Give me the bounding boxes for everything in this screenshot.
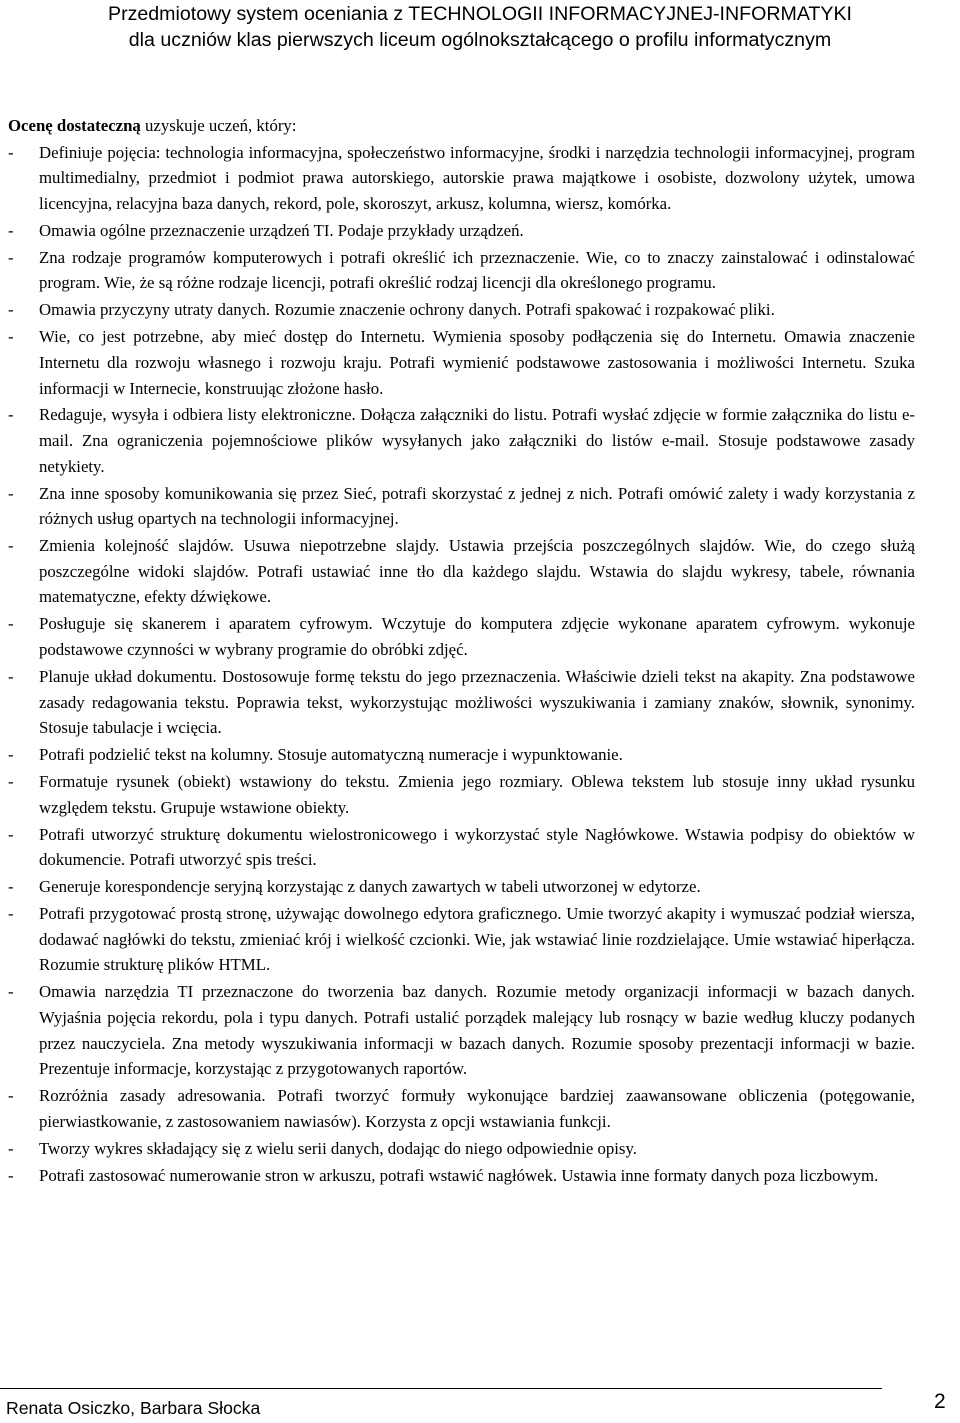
bullet-dash: - <box>8 247 14 267</box>
criteria-item <box>8 1083 915 1134</box>
bullet-dash: - <box>8 536 14 556</box>
criteria-text: Potrafi utworzyć strukturę dokumentu wielostronicowego i wykorzystać style Nagłówkowe. Wstawia podpisy do obiektów w dokumencie. Potrafi utworzyć spis treści. <box>39 824 915 870</box>
criteria-text: Zmienia kolejność slajdów. Usuwa niepotrzebne slajdy. Ustawia przejścia poszczególnych slajdów. Wie, do czego służą poszczególne widoki slajdów. Potrafi ustawiać inne tło dla każdego slajdu. Wstawia do slajdu wykresy, tabele, równania matematyczne, efekty dźwiękowe. <box>39 536 915 607</box>
bullet-dash: - <box>8 220 14 240</box>
criteria-text: Formatuje rysunek (obiekt) wstawiony do tekstu. Zmienia jego rozmiary. Oblewa tekstem lub stosuje inny układ rysunku względem tekstu. Grupuje wstawione obiekty. <box>39 772 915 817</box>
criteria-text: Zna inne sposoby komunikowania się przez Sieć, potrafi skorzystać z jednej z nich. Potrafi omówić zalety i wady korzystania z różnych usług opartych na technologii informacyjnej. <box>39 483 915 529</box>
bullet-dash: - <box>8 824 14 844</box>
footer-divider <box>0 1388 882 1389</box>
page-number: 2 <box>934 1390 946 1413</box>
criteria-item <box>8 245 915 296</box>
criteria-item <box>8 874 915 900</box>
criteria-text: Omawia ogólne przeznaczenie urządzeń TI. Podaje przykłady urządzeń. <box>39 220 524 240</box>
criteria-text: Definiuje pojęcia: technologia informacyjna, społeczeństwo informacyjne, środki i narzędzia technologii informacyjnej, program multimedialny, przedmiot i podmiot prawa autorskiego, autorskie prawa majątkowe i osobiste, dozwolony użytek, umowa licencyjna, relacyjna baza danych, rekord, pole, skoroszyt, arkusz, kolumna, wiersz, komórka. <box>39 142 915 213</box>
bullet-dash: - <box>8 327 14 347</box>
criteria-text: Zna rodzaje programów komputerowych i potrafi określić ich przeznaczenie. Wie, co to znaczy zainstalować i odinstalować program. Wie, że są różne rodzaje licencji, potrafi określić rodzaj licencji dla określonego programu. <box>39 247 915 293</box>
criteria-item <box>8 1163 915 1189</box>
criteria-text: Wie, co jest potrzebne, aby mieć dostęp do Internetu. Wymienia sposoby podłączenia się do Internetu. Omawia znaczenie Internetu dla rozwoju własnego i rozwoju kraju. Potrafi wymienić podstawowe zastosowania i możliwości Internetu. Szuka informacji w Internecie, konstruując złożone hasło. <box>39 327 915 398</box>
criteria-item <box>8 611 915 662</box>
criteria-text: Generuje korespondencje seryjną korzystając z danych zawartych w tabeli utworzonej w edytorze. <box>39 877 701 897</box>
grade-intro-text: uzyskuje uczeń, który: <box>140 116 297 135</box>
bullet-dash: - <box>8 666 14 686</box>
grade-name: Ocenę dostateczną <box>8 116 141 135</box>
criteria-item <box>8 769 915 820</box>
bullet-dash: - <box>8 982 14 1002</box>
criteria-text: Redaguje, wysyła i odbiera listy elektroniczne. Dołącza załączniki do listu. Potrafi wysłać zdjęcie w formie załącznika do listu e-mail. Zna ograniczenia pojemnościowe plików wysyłanych jako załączniki do listów e-mail. Stosuje podstawowe zasady netykiety. <box>39 405 915 476</box>
criteria-item <box>8 324 915 401</box>
criteria-text: Omawia przyczyny utraty danych. Rozumie znaczenie ochrony danych. Potrafi spakować i rozpakować pliki. <box>39 300 775 320</box>
bullet-dash: - <box>8 772 14 792</box>
bullet-dash: - <box>8 1165 14 1185</box>
criteria-list <box>8 140 915 1189</box>
criteria-text: Potrafi podzielić tekst na kolumny. Stosuje automatyczną numeracje i wypunktowanie. <box>39 745 623 765</box>
bullet-dash: - <box>8 1138 14 1158</box>
criteria-item <box>8 218 915 244</box>
criteria-text: Posługuje się skanerem i aparatem cyfrowym. Wczytuje do komputera zdjęcie wykonane aparatem cyfrowym. wykonuje podstawowe czynności w wybrany programie do obróbki zdjęć. <box>39 614 915 659</box>
bullet-dash: - <box>8 745 14 765</box>
criteria-item <box>8 901 915 978</box>
grade-intro <box>8 113 915 139</box>
criteria-item <box>8 822 915 873</box>
bullet-dash: - <box>8 877 14 897</box>
bullet-dash: - <box>8 1086 14 1106</box>
header-subtitle: dla uczniów klas pierwszych liceum ogólnokształcącego o profilu informatycznym <box>128 29 832 51</box>
criteria-item <box>8 1136 915 1162</box>
footer-authors: Renata Osiczko, Barbara Słocka <box>6 1398 261 1418</box>
criteria-text: Rozróżnia zasady adresowania. Potrafi tworzyć formuły wykonujące bardziej zaawansowane obliczenia (potęgowanie, pierwiastkowanie, z zastosowaniem nawiasów). Korzysta z opcji wstawiania funkcji. <box>39 1086 915 1131</box>
bullet-dash: - <box>8 405 14 425</box>
criteria-item <box>8 140 915 217</box>
header-title: Przedmiotowy system oceniania z TECHNOLOGII INFORMACYJNEJ-INFORMATYKI <box>108 3 852 25</box>
criteria-text: Tworzy wykres składający się z wielu serii danych, dodając do niego odpowiednie opisy. <box>39 1138 637 1158</box>
criteria-item <box>8 402 915 479</box>
bullet-dash: - <box>8 904 14 924</box>
criteria-item <box>8 664 915 741</box>
bullet-dash: - <box>8 483 14 503</box>
criteria-item <box>8 533 915 610</box>
criteria-item <box>8 979 915 1081</box>
criteria-text: Omawia narzędzia TI przeznaczone do tworzenia baz danych. Rozumie metody organizacji informacji w bazach danych. Wyjaśnia pojęcia rekordu, pola i typu danych. Potrafi ustalić porządek malejący lub rosnący w bazie według kluczy podanych przez nauczyciela. Zna metody wyszukiwania informacji w bazach danych. Rozumie sposoby prezentacji informacji w bazie. Prezentuje informacje, korzystając z przygotowanych raportów. <box>39 982 915 1079</box>
bullet-dash: - <box>8 142 14 162</box>
criteria-text: Potrafi przygotować prostą stronę, używając dowolnego edytora graficznego. Umie tworzyć akapity i wymuszać podział wiersza, dodawać nagłówki do tekstu, zmieniać krój i wielkość czcionki. Wie, jak wstawiać linie rozdzielające. Umie wstawiać hiperłącza. Rozumie strukturę plików HTML. <box>39 904 915 975</box>
document-body <box>8 113 915 1190</box>
bullet-dash: - <box>8 300 14 320</box>
criteria-text: Potrafi zastosować numerowanie stron w arkuszu, potrafi wstawić nagłówek. Ustawia inne formaty danych poza liczbowym. <box>39 1165 879 1185</box>
criteria-item <box>8 297 915 323</box>
page-header <box>0 0 960 74</box>
bullet-dash: - <box>8 614 14 634</box>
criteria-item <box>8 742 915 768</box>
criteria-text: Planuje układ dokumentu. Dostosowuje formę tekstu do jego przeznaczenia. Właściwie dzieli tekst na akapity. Zna podstawowe zasady redagowania tekstu. Poprawia tekst, wykorzystując możliwości wyszukiwania i zamiany znaków, słownik, synonimy. Stosuje tabulacje i wcięcia. <box>39 666 915 738</box>
criteria-item <box>8 481 915 532</box>
